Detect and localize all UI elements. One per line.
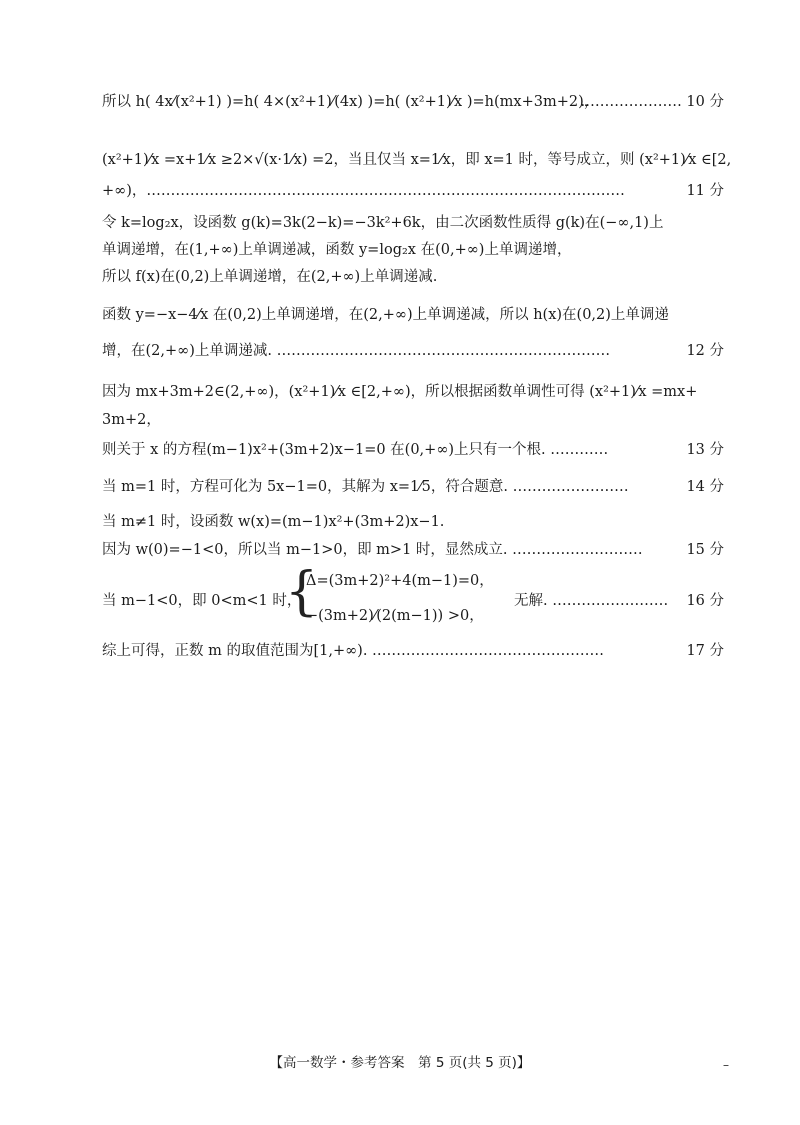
system-eq-2: −(3m+2)⁄(2(m−1)) >0， — [306, 608, 484, 624]
page-footer: 【高一数学・参考答案 第 5 页(共 5 页)】 — [269, 1055, 531, 1071]
line-15-tail: 无解. …………………… — [514, 593, 669, 609]
score-16: 16 分 — [686, 593, 724, 609]
line-8: 增，在(2,+∞)上单调递减. …………………………………………………………… — [102, 343, 611, 359]
score-13: 13 分 — [686, 442, 724, 458]
score-17: 17 分 — [686, 643, 724, 659]
line-6: 所以 f(x)在(0,2)上单调递增，在(2,+∞)上单调递减. — [102, 269, 438, 285]
line-7: 函数 y=−x−4⁄x 在(0,2)上单调递增，在(2,+∞)上单调递减，所以 h(x)在(0,2)上单调递 — [102, 307, 669, 323]
line-4: 令 k=log₂x，设函数 g(k)=3k(2−k)=−3k²+6k，由二次函数性质得 g(k)在(−∞,1)上 — [102, 215, 664, 231]
line-1: 所以 h( 4x⁄(x²+1) )=h( 4×(x²+1)⁄(4x) )=h( (x²+1)⁄x )=h(mx+3m+2)， — [102, 94, 599, 110]
score-11: 11 分 — [686, 183, 724, 199]
line-11: 则关于 x 的方程(m−1)x²+(3m+2)x−1=0 在(0,+∞)上只有一个根. ………… — [102, 442, 609, 458]
score-12: 12 分 — [686, 343, 724, 359]
line-5: 单调递增，在(1,+∞)上单调递减，函数 y=log₂x 在(0,+∞)上单调递增， — [102, 242, 572, 258]
left-brace: { — [285, 562, 319, 622]
score-14: 14 分 — [686, 479, 724, 495]
line-9: 因为 mx+3m+2∈(2,+∞)，(x²+1)⁄x ∈[2,+∞)，所以根据函数单调性可得 (x²+1)⁄x =mx+ — [102, 384, 698, 400]
score-10: ………………… 10 分 — [580, 94, 724, 110]
system-eq-1: Δ=(3m+2)²+4(m−1)=0， — [306, 573, 494, 589]
line-12: 当 m=1 时，方程可化为 5x−1=0，其解为 x=1⁄5，符合题意. …………………… — [102, 479, 629, 495]
line-14: 因为 w(0)=−1<0，所以当 m−1>0，即 m>1 时，显然成立. ……………………… — [102, 542, 643, 558]
line-3: +∞)，……………………………………………………………………………………… — [102, 183, 625, 199]
line-13: 当 m≠1 时，设函数 w(x)=(m−1)x²+(3m+2)x−1. — [102, 514, 445, 530]
line-16: 综上可得，正数 m 的取值范围为[1,+∞). ………………………………………… — [102, 643, 605, 659]
line-15-lead: 当 m−1<0，即 0<m<1 时， — [102, 593, 302, 609]
line-2: (x²+1)⁄x =x+1⁄x ≥2×√(x·1⁄x) =2，当且仅当 x=1⁄x，即 x=1 时，等号成立，则 (x²+1)⁄x ∈[2, — [102, 152, 732, 168]
line-10: 3m+2， — [102, 412, 161, 428]
corner-mark: – — [723, 1058, 729, 1072]
score-15: 15 分 — [686, 542, 724, 558]
